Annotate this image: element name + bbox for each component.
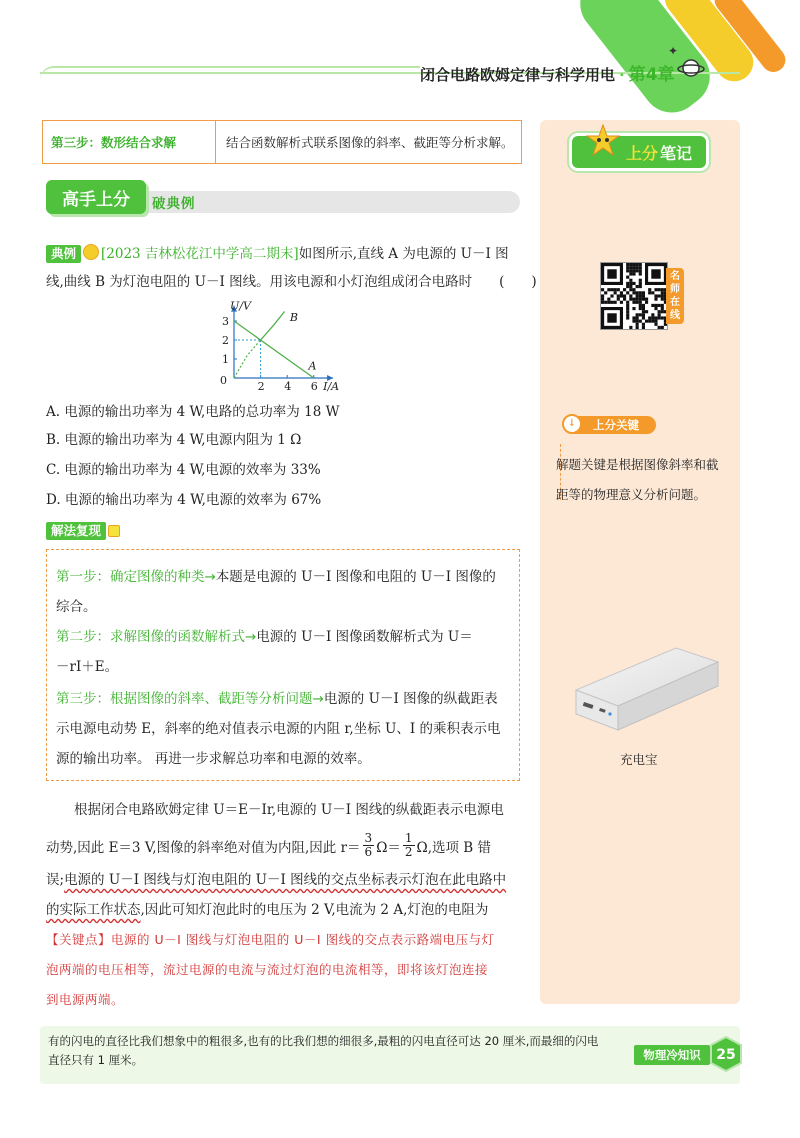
keypoint-note-2: 泡两端的电压相等，流过电源的电流与流过灯泡的电流相等，即将该灯泡连接 xyxy=(46,962,489,977)
qr-module xyxy=(629,288,632,291)
series-b-label: B xyxy=(289,311,298,324)
qr-module xyxy=(632,269,635,272)
notes-badge-a: 上分 xyxy=(625,143,658,163)
series-b-line-dashed xyxy=(234,340,261,378)
qr-module xyxy=(632,288,635,291)
section-subtitle: 破典例 xyxy=(152,196,196,212)
x-axis-label: I/A xyxy=(323,380,340,393)
x-tick-label: 2 xyxy=(257,380,265,393)
qr-module xyxy=(658,294,661,297)
solution-step-3-text: 电源的 U－I 图像的纵截距表 xyxy=(323,691,498,707)
answer-key-underlined-2: 的实际工作状态 xyxy=(46,902,141,918)
qr-module xyxy=(658,313,661,316)
qr-module xyxy=(639,307,642,310)
step-text: 结合函数解析式联系图像的斜率、截距等分析求解。 xyxy=(226,135,514,150)
qr-module xyxy=(629,263,632,266)
qr-module xyxy=(623,294,626,297)
section-banner-bar xyxy=(140,191,520,213)
qr-module xyxy=(639,298,642,301)
qr-module xyxy=(620,301,623,304)
qr-module xyxy=(645,320,648,323)
header-dot: · xyxy=(619,66,625,84)
qr-module xyxy=(639,269,642,272)
qr-tab-char-1: 名 xyxy=(670,271,680,282)
qr-module xyxy=(626,301,629,304)
qr-module xyxy=(632,291,635,294)
qr-module xyxy=(639,272,642,275)
solution-step-2-label: 第二步：求解图像的函数解析式→ xyxy=(56,629,257,645)
keypoint-note-1: 【关键点】电源的 U－I 图线与灯泡电阻的 U－I 图线的交点表示路端电压与灯 xyxy=(46,932,495,947)
qr-module xyxy=(626,310,629,313)
qr-module xyxy=(610,294,613,297)
example-tag: 典例 xyxy=(46,245,81,263)
qr-module xyxy=(601,301,604,304)
header-title: 闭合电路欧姆定律与科学用电 xyxy=(420,66,616,84)
qr-module xyxy=(645,310,648,313)
qr-module xyxy=(614,288,617,291)
answer-line-3 xyxy=(46,868,506,888)
notes-badge-b: 笔记 xyxy=(659,143,692,163)
qr-module xyxy=(629,269,632,272)
qr-module xyxy=(661,304,664,307)
qr-module xyxy=(607,288,610,291)
option-b[interactable]: B. 电源的输出功率为 4 W,电源内阻为 1 Ω xyxy=(46,432,302,448)
y-axis-label: U/V xyxy=(230,299,251,313)
star-mascot-icon xyxy=(586,124,620,158)
header-rule-curve xyxy=(40,66,420,82)
qr-module xyxy=(620,294,623,297)
fraction-r-den: 6 xyxy=(364,845,373,859)
qr-module xyxy=(639,279,642,282)
qr-module xyxy=(636,316,639,319)
qr-module xyxy=(629,279,632,282)
qr-module xyxy=(632,266,635,269)
qr-module xyxy=(626,304,629,307)
chapter-label: 第4章 xyxy=(628,65,675,85)
qr-module xyxy=(629,266,632,269)
qr-module xyxy=(632,301,635,304)
qr-module xyxy=(651,320,654,323)
u-i-graph xyxy=(212,298,352,394)
origin-label: 0 xyxy=(220,374,227,387)
qr-tab-char-4: 线 xyxy=(670,310,680,321)
solution-line-2 xyxy=(56,592,97,622)
method-step-table xyxy=(42,120,522,164)
qr-module xyxy=(645,301,648,304)
qr-module xyxy=(629,282,632,285)
solution-step-3-cont-2: 源的输出功率。 再进一步求解总功率和电源的效率。 xyxy=(56,751,371,767)
qr-module xyxy=(658,316,661,319)
qr-module xyxy=(658,326,661,329)
badge-icon xyxy=(108,525,120,537)
qr-module xyxy=(629,285,632,288)
key-label: 上分关键 xyxy=(566,416,656,434)
qr-module xyxy=(661,288,664,291)
qr-module xyxy=(658,304,661,307)
qr-module xyxy=(610,288,613,291)
problem-stem-2: 线,曲线 B 为灯泡电阻的 U－I 图线。用该电源和小灯泡组成闭合电路时 ( ) xyxy=(46,274,537,290)
answer-key-underlined-1: 电源的 U－I 图线与灯泡电阻的 U－I 图线的交点坐标表示灯泡在此电路中 xyxy=(64,872,507,888)
problem-stem-1: 如图所示,直线 A 为电源的 U－I 图 xyxy=(298,246,509,262)
qr-module xyxy=(648,291,651,294)
qr-module xyxy=(639,294,642,297)
qr-module xyxy=(636,298,639,301)
qr-module xyxy=(607,301,610,304)
fraction-result-num: 1 xyxy=(404,831,413,845)
qr-module xyxy=(626,291,629,294)
qr-module xyxy=(617,288,620,291)
qr-module xyxy=(639,320,642,323)
qr-module xyxy=(626,282,629,285)
qr-module xyxy=(639,263,642,266)
solution-line-3 xyxy=(56,622,473,652)
solution-line-4 xyxy=(56,652,118,682)
option-a[interactable]: A. 电源的输出功率为 4 W,电路的总功率为 18 W xyxy=(46,404,340,420)
qr-module xyxy=(661,310,664,313)
qr-module xyxy=(642,307,645,310)
qr-module xyxy=(601,294,604,297)
qr-module xyxy=(626,285,629,288)
answer-line-2-text: 动势,因此 E＝3 V,图像的斜率绝对值为内阻,因此 r＝ xyxy=(46,839,361,856)
key-point-icon: ↓ xyxy=(562,414,582,434)
series-a-label: A xyxy=(308,359,317,373)
qr-tab-char-3: 在 xyxy=(670,297,680,308)
qr-module xyxy=(626,276,629,279)
running-header xyxy=(420,60,675,85)
qr-module xyxy=(632,272,635,275)
qr-module xyxy=(629,298,632,301)
section-tag: 高手上分 xyxy=(46,180,146,214)
qr-module xyxy=(642,313,645,316)
qr-module xyxy=(626,313,629,316)
qr-module xyxy=(654,304,657,307)
problem-line-1 xyxy=(46,240,509,268)
qr-module xyxy=(632,298,635,301)
key-text: 解题关键是根据图像斜率和截距等的物理意义分析问题。 xyxy=(556,457,719,502)
qr-tab-char-2: 师 xyxy=(670,284,680,295)
qr-code[interactable] xyxy=(600,262,668,330)
qr-code-image xyxy=(601,263,667,329)
qr-module xyxy=(642,310,645,313)
qr-module xyxy=(607,298,610,301)
qr-module xyxy=(661,291,664,294)
power-bank-image xyxy=(566,640,722,740)
qr-module xyxy=(636,263,639,266)
answer-line-4-text: ,因此可知灯泡此时的电压为 2 V,电流为 2 A,灯泡的电阻为 xyxy=(140,902,489,918)
step-label: 第三步：数形结合求解 xyxy=(43,121,216,163)
solution-line-6 xyxy=(56,714,501,744)
qr-module xyxy=(604,301,607,304)
qr-module xyxy=(639,285,642,288)
qr-module xyxy=(642,316,645,319)
qr-module xyxy=(658,310,661,313)
qr-module xyxy=(642,298,645,301)
qr-finder xyxy=(651,269,660,278)
series-b-line xyxy=(261,312,285,341)
answer-line-2-mid: Ω＝ xyxy=(376,839,401,856)
keypoint-note-3: 到电源两端。 xyxy=(46,992,125,1007)
qr-module xyxy=(654,288,657,291)
qr-module xyxy=(632,282,635,285)
qr-module xyxy=(639,266,642,269)
y-tick-label: 1 xyxy=(222,353,229,366)
qr-module xyxy=(654,294,657,297)
y-tick-label: 3 xyxy=(222,315,229,328)
qr-module xyxy=(610,301,613,304)
qr-module xyxy=(632,320,635,323)
qr-module xyxy=(629,294,632,297)
option-c[interactable]: C. 电源的输出功率为 4 W,电源的效率为 33% xyxy=(46,462,321,478)
qr-module xyxy=(651,313,654,316)
qr-module xyxy=(623,288,626,291)
solution-step-2-cont: －rI＋E。 xyxy=(56,659,119,675)
qr-module xyxy=(651,316,654,319)
qr-module xyxy=(636,323,639,326)
qr-module xyxy=(632,316,635,319)
fraction-result xyxy=(403,832,415,859)
qr-module xyxy=(626,316,629,319)
qr-module xyxy=(632,307,635,310)
qr-module xyxy=(636,266,639,269)
answer-line-4 xyxy=(46,898,488,918)
qr-module xyxy=(639,282,642,285)
x-tick-label: 6 xyxy=(310,380,318,393)
qr-module xyxy=(661,298,664,301)
qr-module xyxy=(636,320,639,323)
solution-tag-wrap xyxy=(46,520,122,540)
qr-module xyxy=(645,298,648,301)
answer-line-1: 根据闭合电路欧姆定律 U＝E－Ir,电源的 U－I 图线的纵截距表示电源电 xyxy=(74,802,504,818)
qr-module xyxy=(642,326,645,329)
fraction-result-den: 2 xyxy=(404,845,413,859)
fraction-r-num: 3 xyxy=(364,831,373,845)
footer-tag: 物理冷知识 xyxy=(634,1045,710,1065)
qr-module xyxy=(617,298,620,301)
solution-step-1-text: 本题是电源的 U－I 图像和电阻的 U－I 图像的 xyxy=(215,569,496,585)
qr-module xyxy=(614,291,617,294)
x-tick-label: 4 xyxy=(284,380,292,393)
option-d[interactable]: D. 电源的输出功率为 4 W,电源的效率为 67% xyxy=(46,492,322,508)
qr-module xyxy=(639,291,642,294)
qr-finder xyxy=(607,269,616,278)
qr-module xyxy=(654,320,657,323)
sun-icon xyxy=(83,244,99,260)
qr-module xyxy=(654,323,657,326)
qr-module xyxy=(639,304,642,307)
solution-step-1-label: 第一步：确定图像的种类→ xyxy=(56,569,216,585)
page-number: 25 xyxy=(716,1047,736,1063)
qr-module xyxy=(636,301,639,304)
solution-step-2-text: 电源的 U－I 图像函数解析式为 U＝ xyxy=(256,629,473,645)
qr-module xyxy=(626,266,629,269)
qr-module xyxy=(658,288,661,291)
qr-tab xyxy=(666,268,684,324)
answer-line-2-end: Ω,选项 B 错 xyxy=(416,839,492,856)
qr-module xyxy=(648,316,651,319)
qr-module xyxy=(642,323,645,326)
notes-sidebar xyxy=(540,120,740,1004)
qr-module xyxy=(661,294,664,297)
qr-module xyxy=(636,326,639,329)
solution-step-3-cont-1: 示电源电动势 E，斜率的绝对值表示电源的内阻 r,坐标 U、I 的乘积表示电 xyxy=(56,721,501,737)
qr-module xyxy=(620,291,623,294)
solution-step-3-label: 第三步：根据图像的斜率、截距等分析问题→ xyxy=(56,691,324,707)
qr-module xyxy=(654,298,657,301)
qr-module xyxy=(636,291,639,294)
sparkle-icon: ✦ xyxy=(668,44,679,58)
qr-module xyxy=(642,304,645,307)
qr-module xyxy=(651,304,654,307)
footer-fact: 有的闪电的直径比我们想象中的粗很多,也有的比我们想的细很多,最粗的闪电直径可达 20 厘米,而最细的闪电直径只有 1 厘米。 xyxy=(48,1034,599,1067)
qr-module xyxy=(642,294,645,297)
solution-tag: 解法复现 xyxy=(46,522,106,540)
page-number-badge xyxy=(708,1036,744,1072)
qr-module xyxy=(648,320,651,323)
qr-module xyxy=(614,301,617,304)
y-tick-label: 2 xyxy=(222,334,229,347)
qr-finder xyxy=(607,313,616,322)
planet-icon xyxy=(677,54,705,82)
answer-line-3-lead: 误; xyxy=(46,872,65,888)
qr-module xyxy=(636,285,639,288)
qr-module xyxy=(626,307,629,310)
qr-module xyxy=(642,291,645,294)
qr-module xyxy=(636,269,639,272)
series-a-line xyxy=(234,321,317,378)
qr-module xyxy=(623,298,626,301)
solution-step-1-cont: 综合。 xyxy=(56,599,97,615)
qr-module xyxy=(629,272,632,275)
qr-module xyxy=(632,263,635,266)
qr-module xyxy=(601,298,604,301)
qr-module xyxy=(639,301,642,304)
qr-module xyxy=(661,326,664,329)
qr-module xyxy=(648,288,651,291)
solution-line-5 xyxy=(56,684,498,714)
solution-line-7 xyxy=(56,744,371,774)
answer-line-2 xyxy=(46,832,491,859)
image-caption: 充电宝 xyxy=(620,752,658,767)
qr-module xyxy=(651,291,654,294)
qr-module xyxy=(626,263,629,266)
qr-module xyxy=(654,307,657,310)
qr-module xyxy=(636,313,639,316)
solution-line-1 xyxy=(56,562,496,592)
qr-module xyxy=(626,269,629,272)
qr-module xyxy=(661,307,664,310)
qr-module xyxy=(636,294,639,297)
qr-module xyxy=(601,288,604,291)
qr-module xyxy=(639,313,642,316)
qr-module xyxy=(661,316,664,319)
qr-module xyxy=(629,326,632,329)
fraction-r xyxy=(363,832,375,859)
qr-module xyxy=(654,316,657,319)
qr-module xyxy=(617,294,620,297)
problem-source: [2023 吉林松花江中学高二期末] xyxy=(101,246,299,262)
qr-module xyxy=(604,291,607,294)
